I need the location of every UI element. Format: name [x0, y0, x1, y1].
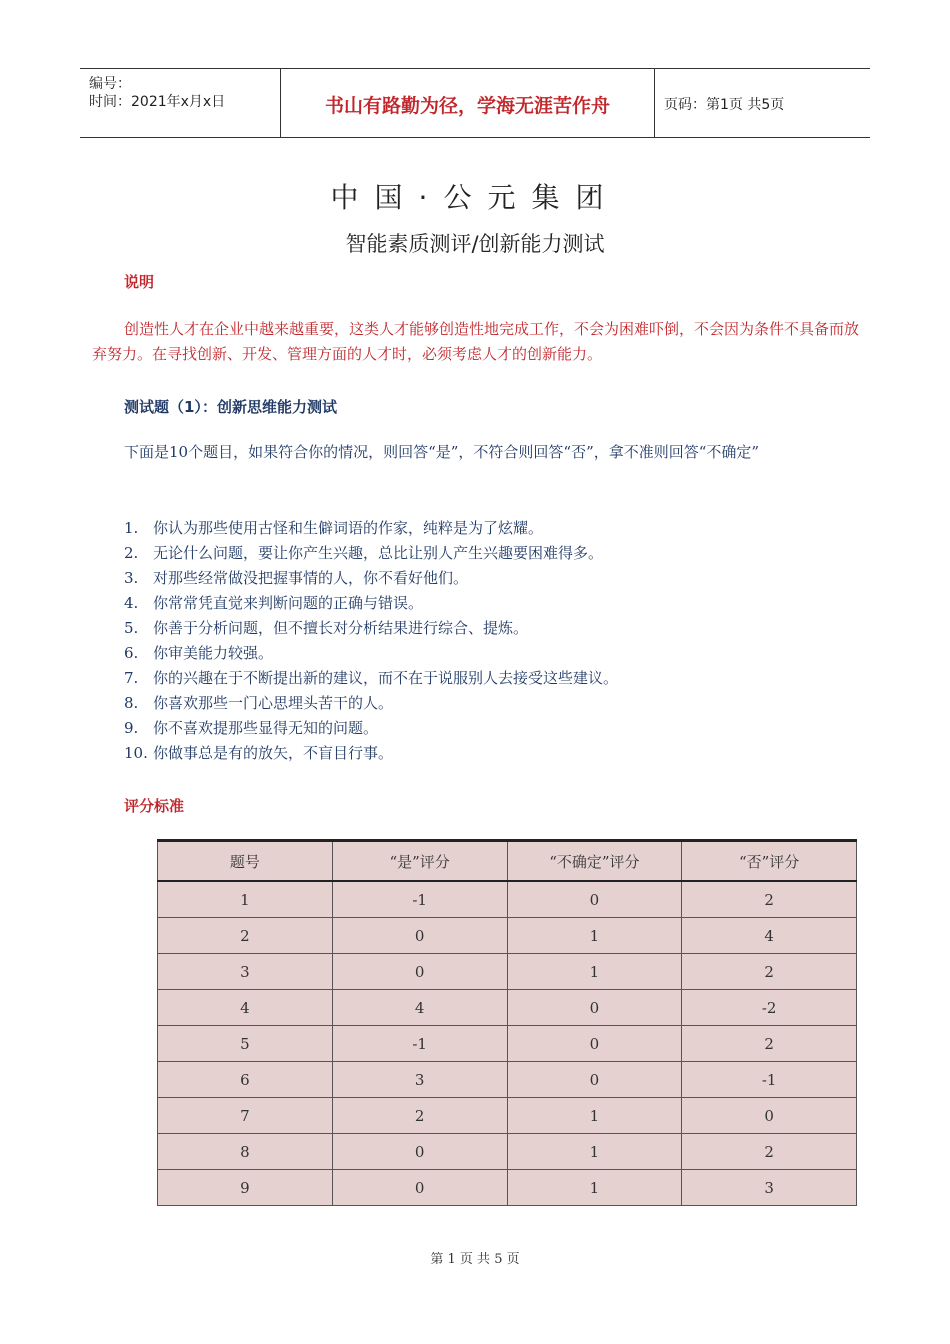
page-footer: 第 1 页 共 5 页	[430, 1252, 520, 1267]
question-item	[124, 616, 618, 641]
question-number: 7.	[124, 669, 139, 687]
table-cell: 0	[507, 990, 682, 1026]
table-cell: 0	[507, 881, 682, 918]
table-cell: 0	[682, 1098, 857, 1134]
question-text: 你喜欢那些一门心思埋头苦干的人。	[153, 694, 394, 712]
table-cell: 0	[507, 1026, 682, 1062]
document-title: 中国·公元集团	[330, 181, 620, 214]
document-subtitle: 智能素质测评/创新能力测试	[345, 232, 605, 256]
question-list	[124, 516, 618, 766]
table-cell: 1	[507, 1134, 682, 1170]
time-label: 时间：2021年x月x日	[89, 94, 226, 110]
table-cell: 0	[332, 918, 507, 954]
table-cell: 8	[158, 1134, 333, 1170]
serial-label: 编号：	[89, 76, 131, 92]
question-item	[124, 566, 618, 591]
table-cell: -1	[332, 881, 507, 918]
question-item	[124, 666, 618, 691]
question-number: 9.	[124, 719, 139, 737]
table-cell: 9	[158, 1170, 333, 1206]
question-item	[124, 716, 618, 741]
table-row	[158, 1134, 857, 1170]
table-row	[158, 881, 857, 918]
column-header: “否”评分	[682, 841, 857, 882]
table-row	[158, 918, 857, 954]
question-item	[124, 516, 618, 541]
column-header: “不确定”评分	[507, 841, 682, 882]
question-text: 无论什么问题，要让你产生兴趣，总比让别人产生兴趣要困难得多。	[153, 544, 604, 562]
header-page-cell	[654, 69, 870, 137]
question-text: 你不喜欢提那些显得无知的问题。	[153, 719, 379, 737]
table-row	[158, 1062, 857, 1098]
question-text: 你审美能力较强。	[153, 644, 274, 662]
table-cell: 4	[682, 918, 857, 954]
table-cell: 2	[158, 918, 333, 954]
table-cell: 0	[507, 1062, 682, 1098]
question-number: 6.	[124, 644, 139, 662]
table-cell: 1	[507, 1170, 682, 1206]
column-header: “是”评分	[332, 841, 507, 882]
question-item	[124, 741, 618, 766]
table-cell: -1	[682, 1062, 857, 1098]
question-number: 2.	[124, 544, 139, 562]
question-item	[124, 641, 618, 666]
question-text: 你做事总是有的放矢，不盲目行事。	[153, 744, 394, 762]
question-text: 你认为那些使用古怪和生僻词语的作家，纯粹是为了炫耀。	[153, 519, 544, 537]
question-text: 你常常凭直觉来判断问题的正确与错误。	[153, 594, 424, 612]
question-number: 1.	[124, 519, 139, 537]
table-cell: 0	[332, 1170, 507, 1206]
table-cell: 1	[507, 1098, 682, 1134]
table-cell: 4	[158, 990, 333, 1026]
table-row	[158, 1098, 857, 1134]
table-cell: 0	[332, 954, 507, 990]
scoring-heading: 评分标准	[124, 797, 185, 815]
table-cell: -1	[332, 1026, 507, 1062]
intro-paragraph: 创造性人才在企业中越来越重要，这类人才能够创造性地完成工作，不会为困难吓倒，不会因为条件不具备而放弃努力。在寻找创新、开发、管理方面的人才时，必须考虑人才的创新能力。	[92, 320, 860, 363]
table-cell: 3	[158, 954, 333, 990]
test-heading: 测试题（1）：创新思维能力测试	[124, 398, 337, 416]
question-number: 8.	[124, 694, 139, 712]
motto: 书山有路勤为径，学海无涯苦作舟	[324, 95, 610, 117]
table-cell: 1	[507, 954, 682, 990]
question-number: 4.	[124, 594, 139, 612]
table-cell: 5	[158, 1026, 333, 1062]
table-cell: 2	[682, 1026, 857, 1062]
test-instructions: 下面是10个题目，如果符合你的情况，则回答“是”，不符合则回答“否”，拿不准则回答“不确定”	[124, 443, 760, 461]
question-text: 你善于分析问题，但不擅长对分析结果进行综合、提炼。	[153, 619, 529, 637]
page-indicator: 页码：第1页 共5页	[664, 97, 785, 113]
intro-heading: 说明	[124, 273, 155, 291]
question-number: 3.	[124, 569, 139, 587]
table-cell: 3	[332, 1062, 507, 1098]
question-text: 你的兴趣在于不断提出新的建议，而不在于说服别人去接受这些建议。	[153, 669, 619, 687]
scoring-table	[157, 839, 857, 1206]
page-header	[80, 68, 870, 138]
table-cell: 1	[507, 918, 682, 954]
table-cell: 6	[158, 1062, 333, 1098]
table-cell: 2	[682, 1134, 857, 1170]
question-number: 5.	[124, 619, 139, 637]
table-row	[158, 1170, 857, 1206]
table-cell: -2	[682, 990, 857, 1026]
question-item	[124, 541, 618, 566]
table-row	[158, 990, 857, 1026]
table-header-row	[158, 841, 857, 882]
table-cell: 7	[158, 1098, 333, 1134]
column-header: 题号	[158, 841, 333, 882]
question-item	[124, 591, 618, 616]
table-cell: 0	[332, 1134, 507, 1170]
table-cell: 1	[158, 881, 333, 918]
table-row	[158, 954, 857, 990]
table-cell: 2	[682, 954, 857, 990]
question-text: 对那些经常做没把握事情的人，你不看好他们。	[153, 569, 469, 587]
question-item	[124, 691, 618, 716]
header-meta-cell	[80, 69, 280, 137]
table-cell: 4	[332, 990, 507, 1026]
table-cell: 3	[682, 1170, 857, 1206]
question-number: 10.	[124, 744, 148, 762]
table-cell: 2	[682, 881, 857, 918]
table-row	[158, 1026, 857, 1062]
table-cell: 2	[332, 1098, 507, 1134]
header-motto-cell	[280, 69, 655, 137]
